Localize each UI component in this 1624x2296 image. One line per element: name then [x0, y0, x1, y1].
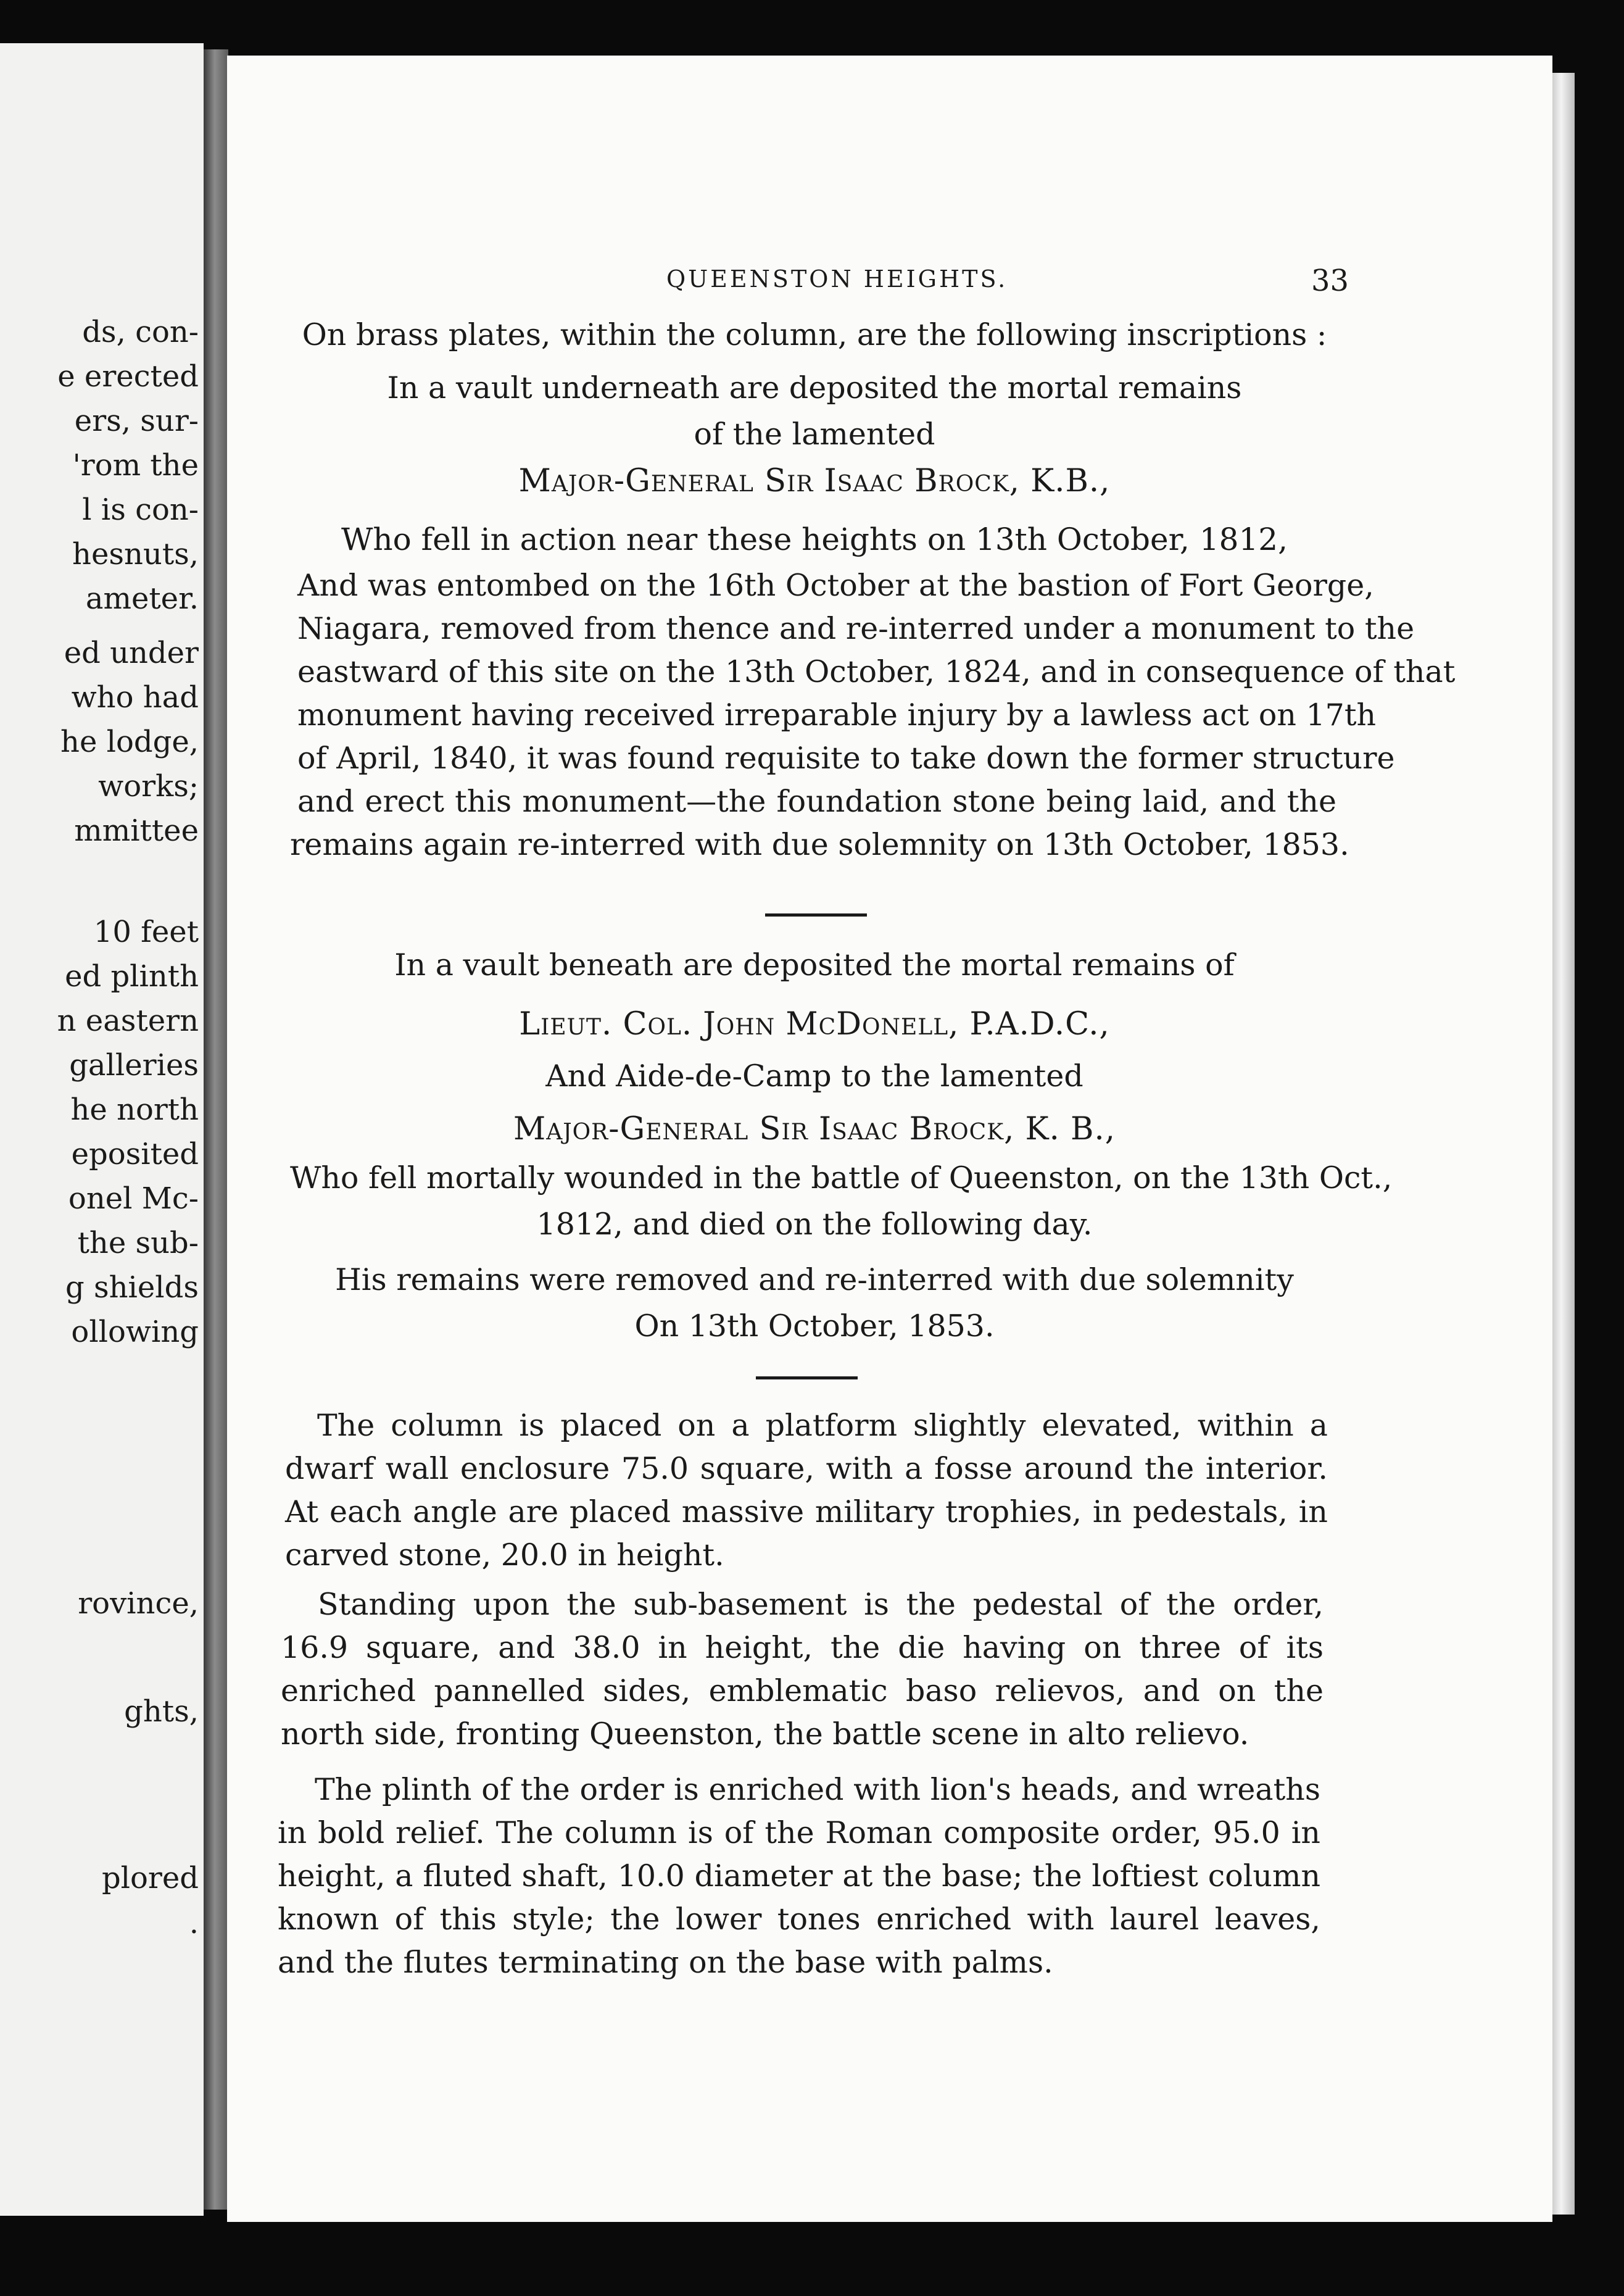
inscription-line: eastward of this site on the 13th October, 1824, and in consequence of that: [297, 654, 1456, 689]
left-page-text-line: the sub-: [77, 1226, 199, 1260]
inscriptions-intro: On brass plates, within the column, are the following inscriptions :: [302, 317, 1327, 352]
inscription-line: remains again re-interred with due solemnity on 13th October, 1853.: [290, 827, 1349, 862]
left-page-text-line: plored: [101, 1861, 199, 1895]
inscription-line: And Aide-de-Camp to the lamented: [545, 1059, 1083, 1094]
inscription-line: Who fell in action near these heights on 13th October, 1812,: [341, 522, 1288, 557]
inscription-line: On 13th October, 1853.: [634, 1308, 995, 1344]
left-page-text-line: onel Mc-: [68, 1181, 199, 1216]
inscription-name: Major-General Sir Isaac Brock, K.B.,: [518, 463, 1111, 499]
left-page-text-line: ollowing: [71, 1315, 199, 1349]
left-page-text-line: who had: [71, 680, 199, 715]
inscription-line: of the lamented: [694, 417, 935, 452]
page-edge: [1552, 73, 1575, 2215]
left-page-text-line: e erected: [57, 359, 199, 394]
left-page-text-line: 'rom the: [72, 448, 199, 483]
inscription-line: monument having received irreparable injury by a lawless act on 17th: [297, 697, 1377, 733]
left-page-text-line: ers, sur-: [74, 404, 199, 438]
left-page: [0, 43, 204, 2216]
inscription-line: In a vault underneath are deposited the mortal remains: [387, 370, 1242, 406]
body-paragraph: The column is placed on a platform slightly elevated, within a dwarf wall enclosure 75.0 square, with a fosse around the interior. At each angle are placed massive military trophies, in pedestals, in carved stone, 20.0 in height.: [285, 1408, 1328, 1573]
left-page-text-line: hesnuts,: [72, 537, 199, 572]
left-page-text-line: g shields: [65, 1270, 199, 1305]
left-page-text-line: mmittee: [74, 813, 199, 848]
inscription-name: Major-General Sir Isaac Brock, K. B.,: [513, 1111, 1116, 1147]
section-divider: [756, 1376, 858, 1379]
body-paragraph: Standing upon the sub-basement is the pedestal of the order, 16.9 square, and 38.0 in height, the die having on three of its enriched pannelled sides, emblematic baso relievos, and on the north side, fronting Queenston, the battle scene in alto relievo.: [281, 1587, 1324, 1752]
book-spine-shadow: [204, 49, 228, 2210]
page-number: 33: [1311, 264, 1349, 298]
left-page-text-line: ghts,: [124, 1694, 199, 1729]
left-page-text-line: ed plinth: [65, 959, 199, 994]
inscription-line: and erect this monument—the foundation stone being laid, and the: [297, 784, 1336, 819]
section-divider: [765, 913, 867, 917]
inscription-line: of April, 1840, it was found requisite to take down the former structure: [297, 741, 1395, 776]
left-page-text-line: .: [189, 1906, 199, 1940]
left-page-text-line: eposited: [71, 1137, 199, 1171]
left-page-text-line: works;: [98, 769, 199, 804]
inscription-line: Who fell mortally wounded in the battle of Queenston, on the 13th Oct.,: [290, 1160, 1393, 1196]
inscription-line: And was entombed on the 16th October at the bastion of Fort George,: [297, 568, 1374, 603]
left-page-text-line: ed under: [64, 636, 199, 670]
left-page-text-line: 10 feet: [93, 915, 199, 949]
inscription-line: Niagara, removed from thence and re-interred under a monument to the: [297, 611, 1415, 646]
left-page-text-line: galleries: [69, 1048, 199, 1083]
left-page-text-line: he north: [70, 1092, 199, 1127]
running-head: QUEENSTON HEIGHTS.: [666, 265, 1008, 293]
body-paragraph: The plinth of the order is enriched with lion's heads, and wreaths in bold relief. The column is of the Roman composite order, 95.0 in height, a fluted shaft, 10.0 diameter at the base; the loftiest column known of this style; the lower tones enriched with laurel leaves, and the flutes terminating on the base with palms.: [278, 1772, 1320, 1980]
left-page-text-line: n eastern: [57, 1004, 199, 1038]
left-page-text-line: ameter.: [85, 581, 199, 616]
left-page-text-line: ds, con-: [82, 315, 199, 349]
inscription-line: 1812, and died on the following day.: [536, 1207, 1093, 1242]
left-page-text-line: rovince,: [78, 1586, 199, 1621]
inscription-line: In a vault beneath are deposited the mortal remains of: [394, 947, 1235, 983]
inscription-name: Lieut. Col. John McDonell, P.A.D.C.,: [519, 1006, 1110, 1042]
left-page-text-line: l is con-: [82, 493, 199, 527]
inscription-line: His remains were removed and re-interred with due solemnity: [335, 1262, 1294, 1297]
left-page-text-line: he lodge,: [60, 725, 199, 759]
